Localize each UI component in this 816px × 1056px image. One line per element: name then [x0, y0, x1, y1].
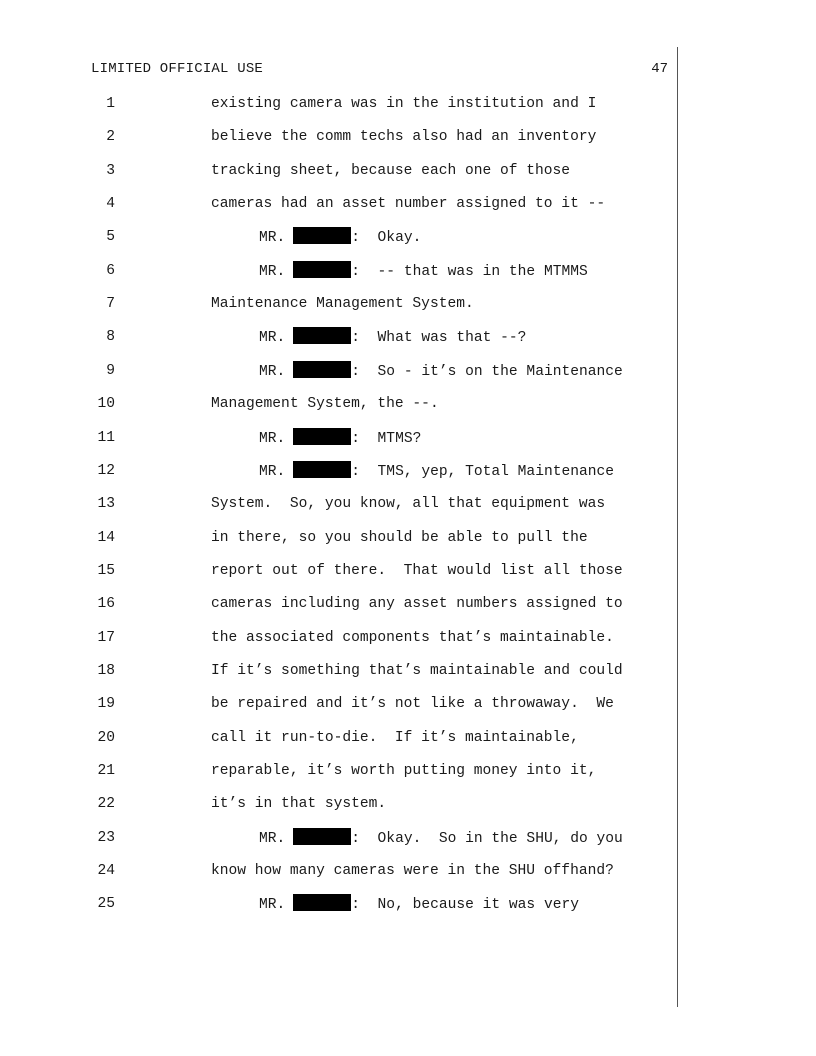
speaker-line-text	[259, 828, 623, 849]
speaker-statement: : No, because it was very	[351, 897, 579, 914]
line-number: 16	[97, 596, 115, 613]
redaction-block	[293, 361, 351, 378]
line-number: 11	[97, 429, 115, 446]
line-number: 9	[106, 362, 115, 379]
transcript-line	[0, 127, 816, 147]
speaker-line-text	[259, 227, 421, 248]
line-text: existing camera was in the institution and I	[211, 96, 597, 112]
line-number: 14	[97, 529, 115, 546]
line-text: believe the comm techs also had an inventory	[211, 129, 597, 146]
speaker-statement: : -- that was in the MTMMS	[351, 263, 588, 280]
line-text: Management System, the --.	[211, 396, 439, 413]
transcript-line	[0, 227, 816, 247]
line-number: 24	[97, 863, 115, 880]
classification-header: LIMITED OFFICIAL USE	[91, 61, 264, 77]
speaker-prefix: MR.	[259, 897, 286, 914]
line-number: 12	[97, 462, 115, 479]
line-number: 5	[106, 229, 115, 246]
line-number: 1	[106, 96, 115, 112]
transcript-line	[0, 861, 816, 881]
transcript-line	[0, 428, 816, 448]
transcript-line	[0, 528, 816, 548]
redaction-block	[293, 428, 351, 445]
line-number: 23	[97, 829, 115, 846]
transcript-line	[0, 361, 816, 381]
line-number: 6	[106, 262, 115, 279]
line-number: 7	[106, 296, 115, 313]
redaction-block	[293, 894, 351, 911]
transcript-line	[0, 194, 816, 214]
line-text: the associated components that’s maintainable.	[211, 629, 614, 646]
speaker-line-text	[259, 461, 614, 482]
line-text: in there, so you should be able to pull the	[211, 529, 588, 546]
transcript-line	[0, 661, 816, 681]
line-text: cameras had an asset number assigned to it --	[211, 196, 606, 213]
speaker-line-text	[259, 361, 623, 382]
line-number: 20	[97, 729, 115, 746]
line-text: System. So, you know, all that equipment was	[211, 496, 606, 513]
speaker-prefix: MR.	[259, 230, 286, 247]
transcript-line	[0, 94, 816, 114]
line-number: 25	[97, 896, 115, 913]
transcript-line	[0, 794, 816, 814]
speaker-line-text	[259, 428, 421, 449]
speaker-prefix: MR.	[259, 363, 286, 380]
line-number: 4	[106, 196, 115, 213]
line-number: 13	[97, 496, 115, 513]
speaker-line-text	[259, 894, 579, 915]
speaker-statement: : MTMS?	[351, 430, 422, 447]
transcript-line	[0, 327, 816, 347]
speaker-prefix: MR.	[259, 330, 286, 347]
speaker-statement: : What was that --?	[351, 330, 527, 347]
transcript-line	[0, 894, 816, 914]
transcript-line	[0, 294, 816, 314]
line-number: 3	[106, 162, 115, 179]
transcript-line	[0, 728, 816, 748]
speaker-statement: : Okay.	[351, 230, 422, 247]
transcript-line	[0, 161, 816, 181]
line-text: it’s in that system.	[211, 796, 387, 813]
line-number: 22	[97, 796, 115, 813]
line-number: 2	[106, 129, 115, 146]
speaker-prefix: MR.	[259, 830, 286, 847]
redaction-block	[293, 227, 351, 244]
speaker-prefix: MR.	[259, 463, 286, 480]
redaction-block	[293, 828, 351, 845]
line-number: 10	[97, 396, 115, 413]
transcript-line	[0, 594, 816, 614]
line-text: be repaired and it’s not like a throwaway. We	[211, 696, 614, 713]
transcript-line	[0, 561, 816, 581]
redaction-block	[293, 261, 351, 278]
line-text: cameras including any asset numbers assigned to	[211, 596, 623, 613]
transcript-line	[0, 461, 816, 481]
transcript-line	[0, 494, 816, 514]
line-number: 19	[97, 696, 115, 713]
line-number: 17	[97, 629, 115, 646]
line-text: know how many cameras were in the SHU offhand?	[211, 863, 614, 880]
transcript-line	[0, 694, 816, 714]
speaker-statement: : So - it’s on the Maintenance	[351, 363, 623, 380]
line-number: 8	[106, 329, 115, 346]
line-text: call it run-to-die. If it’s maintainable,	[211, 729, 579, 746]
line-text: If it’s something that’s maintainable and could	[211, 662, 623, 679]
speaker-line-text	[259, 261, 588, 282]
speaker-prefix: MR.	[259, 263, 286, 280]
transcript-line	[0, 261, 816, 281]
speaker-line-text	[259, 327, 526, 348]
line-text: Maintenance Management System.	[211, 296, 474, 313]
speaker-statement: : TMS, yep, Total Maintenance	[351, 463, 615, 480]
redaction-block	[293, 327, 351, 344]
line-text: reparable, it’s worth putting money into it,	[211, 763, 597, 779]
speaker-statement: : Okay. So in the SHU, do you	[351, 830, 623, 847]
line-number: 15	[97, 562, 115, 579]
transcript-line	[0, 761, 816, 781]
page-number: 47	[651, 61, 668, 77]
transcript-line	[0, 628, 816, 648]
transcript-line	[0, 828, 816, 848]
redaction-block	[293, 461, 351, 478]
transcript-line	[0, 394, 816, 414]
speaker-prefix: MR.	[259, 430, 286, 447]
line-text: report out of there. That would list all those	[211, 562, 623, 579]
line-text: tracking sheet, because each one of those	[211, 162, 571, 179]
line-number: 18	[97, 662, 115, 679]
line-number: 21	[97, 763, 115, 779]
